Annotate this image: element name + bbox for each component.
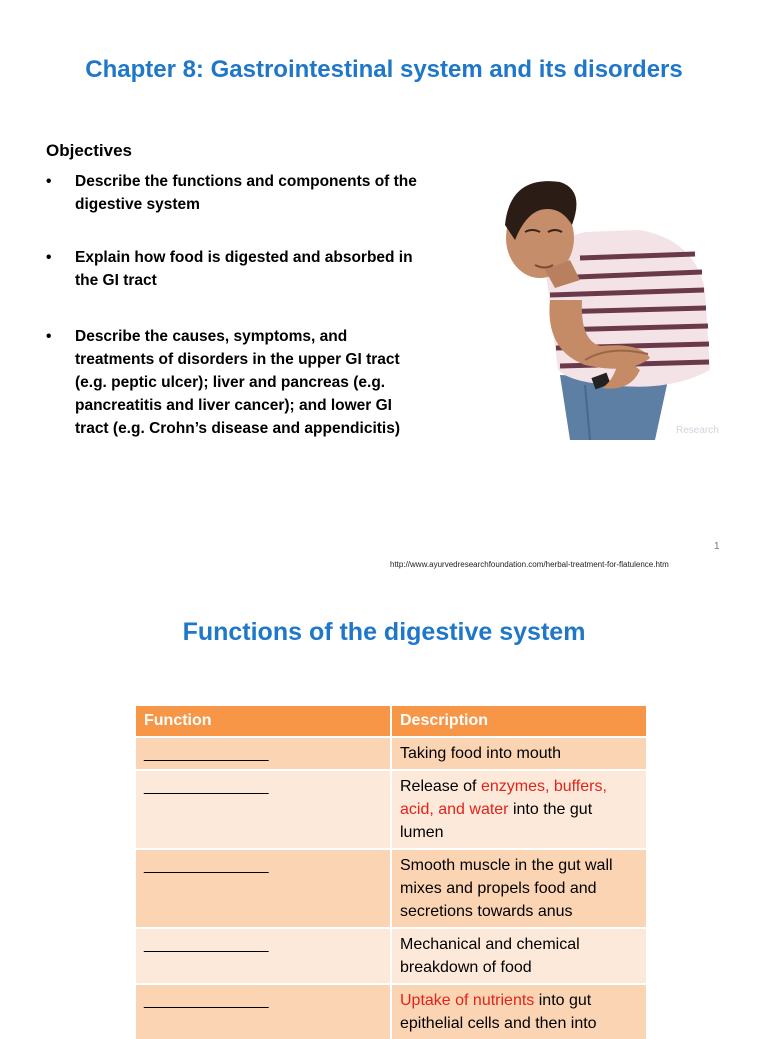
column-header-description: Description xyxy=(391,706,647,737)
table-header-row xyxy=(136,706,647,737)
table-row xyxy=(136,737,647,770)
objective-item: • Describe the causes, symptoms, and treatments of disorders in the upper GI tract (e.g. peptic ulcer); liver and pancreas (e.g. pancreatitis and liver cancer); and lower GI tract (e.g. Crohn’s disease and appendicitis) xyxy=(46,325,426,440)
function-blank: ______________ xyxy=(136,984,391,1039)
table-row xyxy=(136,770,647,849)
column-header-function: Function xyxy=(136,706,391,737)
objective-item: • Describe the functions and components of the digestive system xyxy=(46,170,426,216)
function-description: Release of enzymes, buffers, acid, and water into the gut lumen xyxy=(391,770,647,849)
functions-table xyxy=(136,706,648,1039)
slide1-title: Chapter 8: Gastrointestinal system and its disorders xyxy=(85,56,683,83)
objective-item: • Explain how food is digested and absorbed in the GI tract xyxy=(46,246,426,292)
function-blank: ______________ xyxy=(136,849,391,928)
table-row xyxy=(136,984,647,1039)
function-description: Uptake of nutrients into gut epithelial cells and then into xyxy=(391,984,647,1039)
source-url: http://www.ayurvedresearchfoundation.com/herbal-treatment-for-flatulence.htm xyxy=(390,560,669,569)
table-row xyxy=(136,849,647,928)
photo-watermark: Research xyxy=(676,425,719,436)
man-with-stomach-ache-photo xyxy=(490,170,730,440)
function-description: Smooth muscle in the gut wall mixes and propels food and secretions towards anus xyxy=(391,849,647,928)
function-blank: ______________ xyxy=(136,928,391,984)
page-number: 1 xyxy=(714,541,720,552)
function-description: Mechanical and chemical breakdown of food xyxy=(391,928,647,984)
slide2-title: Functions of the digestive system xyxy=(182,618,586,646)
function-blank: ______________ xyxy=(136,737,391,770)
objectives-list xyxy=(46,170,426,440)
table-row xyxy=(136,928,647,984)
function-blank: ______________ xyxy=(136,770,391,849)
function-description: Taking food into mouth xyxy=(391,737,647,770)
objectives-heading: Objectives xyxy=(46,141,132,160)
